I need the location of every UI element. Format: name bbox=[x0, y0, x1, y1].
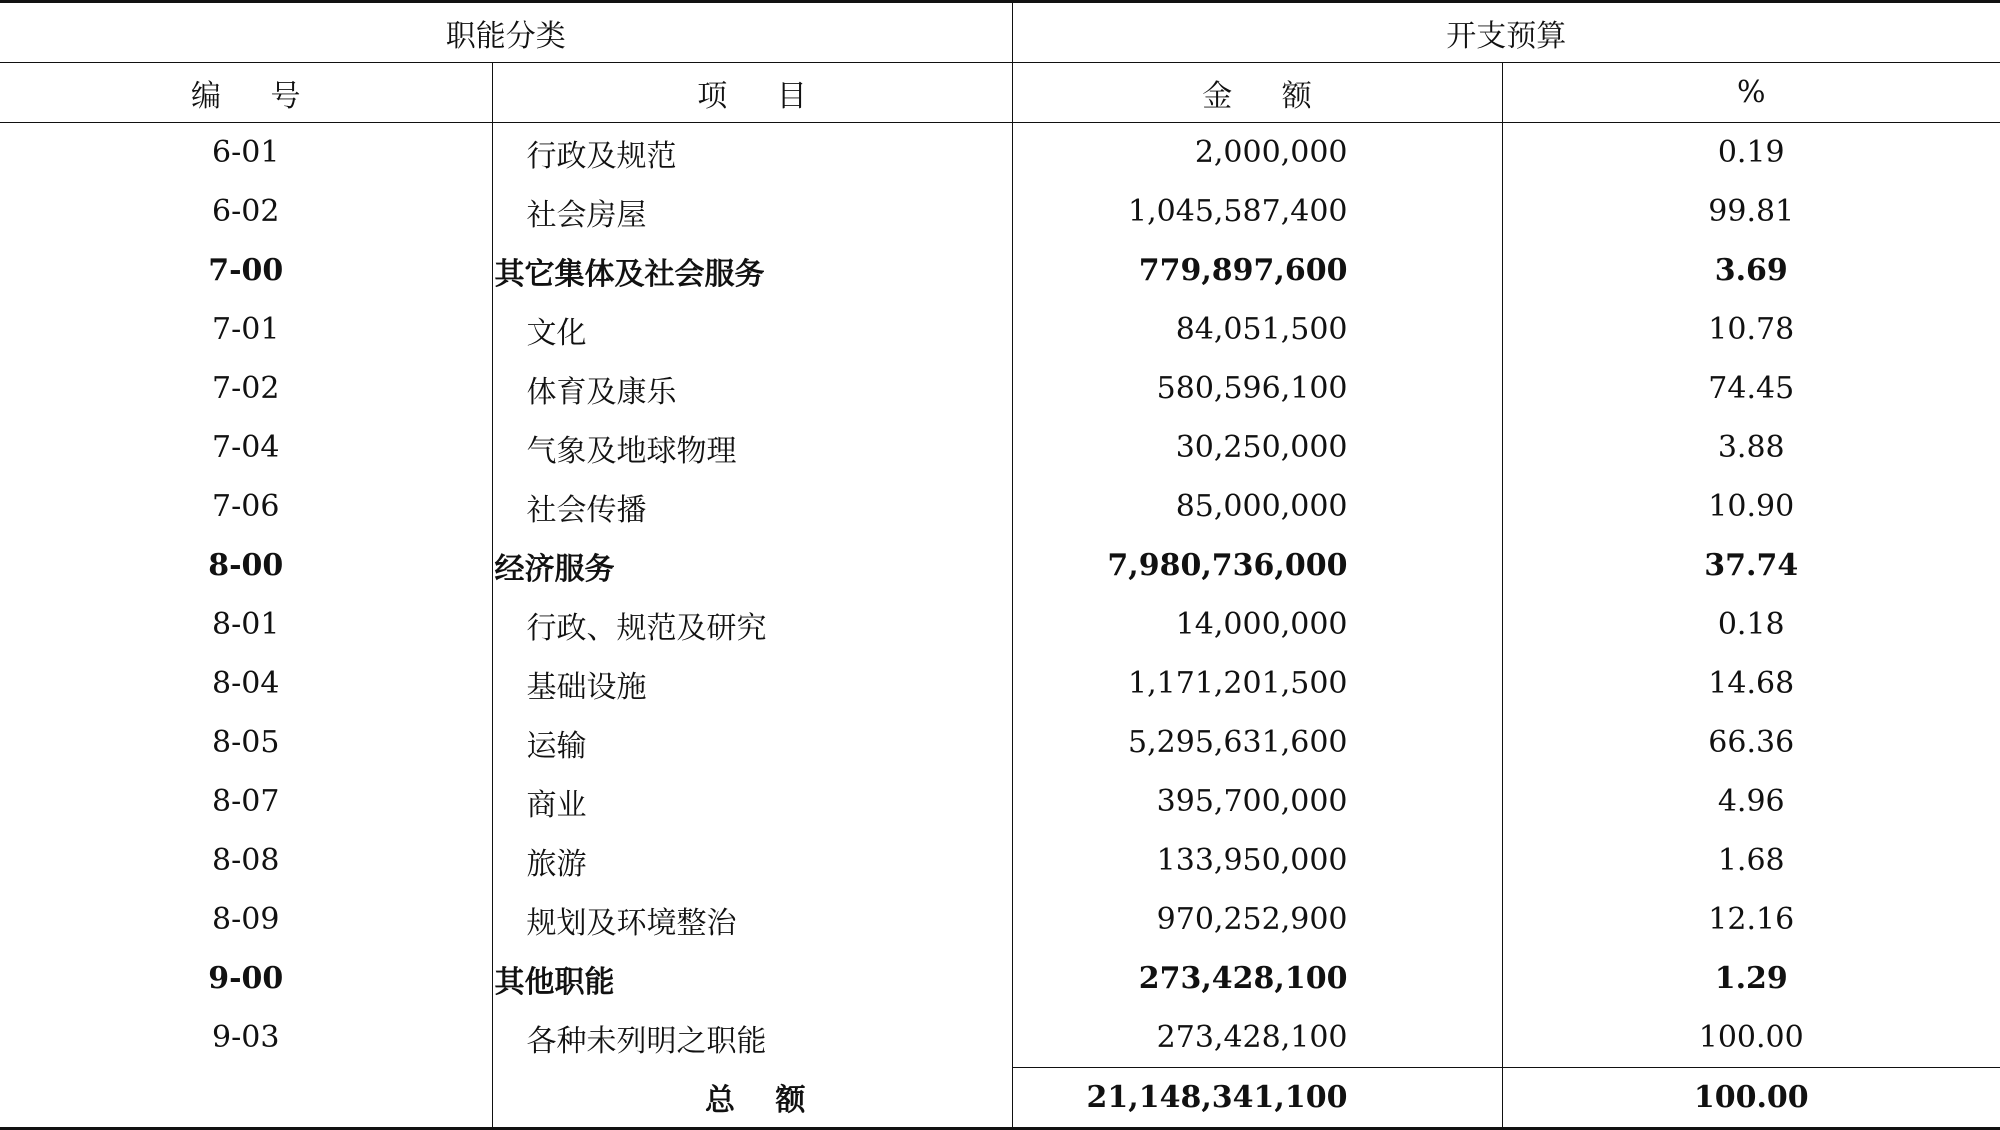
row-amount: 273,428,100 bbox=[1012, 949, 1502, 1008]
row-percent: 12.16 bbox=[1502, 890, 2000, 949]
table-row bbox=[0, 713, 2000, 772]
row-code: 7-02 bbox=[212, 371, 280, 406]
row-code: 9-00 bbox=[208, 961, 284, 996]
row-percent: 3.88 bbox=[1502, 418, 2000, 477]
row-code: 8-04 bbox=[212, 666, 280, 701]
row-item: 旅游 bbox=[492, 831, 1012, 890]
row-percent: 3.69 bbox=[1502, 241, 2000, 300]
row-item: 气象及地球物理 bbox=[492, 418, 1012, 477]
category-row bbox=[0, 536, 2000, 595]
row-code: 7-01 bbox=[212, 312, 280, 347]
row-item: 规划及环境整治 bbox=[492, 890, 1012, 949]
column-header-amount: 金 额 bbox=[1012, 63, 1502, 123]
row-percent: 10.90 bbox=[1502, 477, 2000, 536]
category-row bbox=[0, 241, 2000, 300]
row-amount: 133,950,000 bbox=[1012, 831, 1502, 890]
group-header-classification: 职能分类 bbox=[0, 2, 1012, 63]
row-item: 其他职能 bbox=[492, 949, 1012, 1008]
group-header-row bbox=[0, 2, 2000, 63]
row-percent: 0.18 bbox=[1502, 595, 2000, 654]
column-header-percent: % bbox=[1502, 63, 2000, 123]
table-row bbox=[0, 359, 2000, 418]
table-row bbox=[0, 182, 2000, 241]
column-header-item: 项 目 bbox=[492, 63, 1012, 123]
row-item: 其它集体及社会服务 bbox=[492, 241, 1012, 300]
table-row bbox=[0, 654, 2000, 713]
table-row bbox=[0, 477, 2000, 536]
row-code: 8-07 bbox=[212, 784, 280, 819]
row-percent: 100.00 bbox=[1502, 1008, 2000, 1068]
total-label: 总 额 bbox=[492, 1068, 1012, 1129]
row-percent: 14.68 bbox=[1502, 654, 2000, 713]
category-row bbox=[0, 949, 2000, 1008]
row-code: 7-04 bbox=[212, 430, 280, 465]
table-row bbox=[0, 1008, 2000, 1068]
row-percent: 0.19 bbox=[1502, 123, 2000, 183]
row-code: 7-00 bbox=[208, 253, 284, 288]
table-row bbox=[0, 123, 2000, 183]
row-item: 基础设施 bbox=[492, 654, 1012, 713]
row-code: 8-09 bbox=[212, 902, 280, 937]
row-amount: 970,252,900 bbox=[1012, 890, 1502, 949]
row-amount: 580,596,100 bbox=[1012, 359, 1502, 418]
table-row bbox=[0, 772, 2000, 831]
column-header-code: 编 号 bbox=[0, 63, 492, 123]
table-row bbox=[0, 418, 2000, 477]
row-amount: 1,045,587,400 bbox=[1012, 182, 1502, 241]
row-code: 8-00 bbox=[208, 548, 284, 583]
row-item: 经济服务 bbox=[492, 536, 1012, 595]
row-code: 6-02 bbox=[212, 194, 280, 229]
row-item: 社会房屋 bbox=[492, 182, 1012, 241]
row-amount: 2,000,000 bbox=[1012, 123, 1502, 183]
table-row bbox=[0, 300, 2000, 359]
row-amount: 30,250,000 bbox=[1012, 418, 1502, 477]
row-percent: 1.68 bbox=[1502, 831, 2000, 890]
row-percent: 99.81 bbox=[1502, 182, 2000, 241]
row-code: 8-08 bbox=[212, 843, 280, 878]
row-percent: 37.74 bbox=[1502, 536, 2000, 595]
row-code: 7-06 bbox=[212, 489, 280, 524]
total-code-empty bbox=[0, 1068, 492, 1129]
row-item: 运输 bbox=[492, 713, 1012, 772]
row-amount: 7,980,736,000 bbox=[1012, 536, 1502, 595]
row-percent: 10.78 bbox=[1502, 300, 2000, 359]
table-row bbox=[0, 831, 2000, 890]
row-percent: 1.29 bbox=[1502, 949, 2000, 1008]
row-amount: 395,700,000 bbox=[1012, 772, 1502, 831]
row-amount: 273,428,100 bbox=[1012, 1008, 1502, 1068]
row-amount: 5,295,631,600 bbox=[1012, 713, 1502, 772]
row-item: 文化 bbox=[492, 300, 1012, 359]
row-item: 各种未列明之职能 bbox=[492, 1008, 1012, 1068]
row-amount: 84,051,500 bbox=[1012, 300, 1502, 359]
row-amount: 14,000,000 bbox=[1012, 595, 1502, 654]
row-percent: 4.96 bbox=[1502, 772, 2000, 831]
total-percent: 100.00 bbox=[1502, 1068, 2000, 1129]
row-code: 8-01 bbox=[212, 607, 280, 642]
table-row bbox=[0, 595, 2000, 654]
column-header-row bbox=[0, 63, 2000, 123]
row-item: 商业 bbox=[492, 772, 1012, 831]
row-item: 体育及康乐 bbox=[492, 359, 1012, 418]
row-code: 9-03 bbox=[212, 1020, 280, 1056]
row-item: 行政、规范及研究 bbox=[492, 595, 1012, 654]
row-amount: 1,171,201,500 bbox=[1012, 654, 1502, 713]
row-amount: 85,000,000 bbox=[1012, 477, 1502, 536]
group-header-budget: 开支预算 bbox=[1012, 2, 2000, 63]
row-percent: 66.36 bbox=[1502, 713, 2000, 772]
row-code: 6-01 bbox=[212, 135, 280, 170]
row-item: 行政及规范 bbox=[492, 123, 1012, 183]
row-percent: 74.45 bbox=[1502, 359, 2000, 418]
row-item: 社会传播 bbox=[492, 477, 1012, 536]
table-row bbox=[0, 890, 2000, 949]
total-row bbox=[0, 1068, 2000, 1129]
total-amount: 21,148,341,100 bbox=[1012, 1068, 1502, 1129]
row-code: 8-05 bbox=[212, 725, 280, 760]
row-amount: 779,897,600 bbox=[1012, 241, 1502, 300]
